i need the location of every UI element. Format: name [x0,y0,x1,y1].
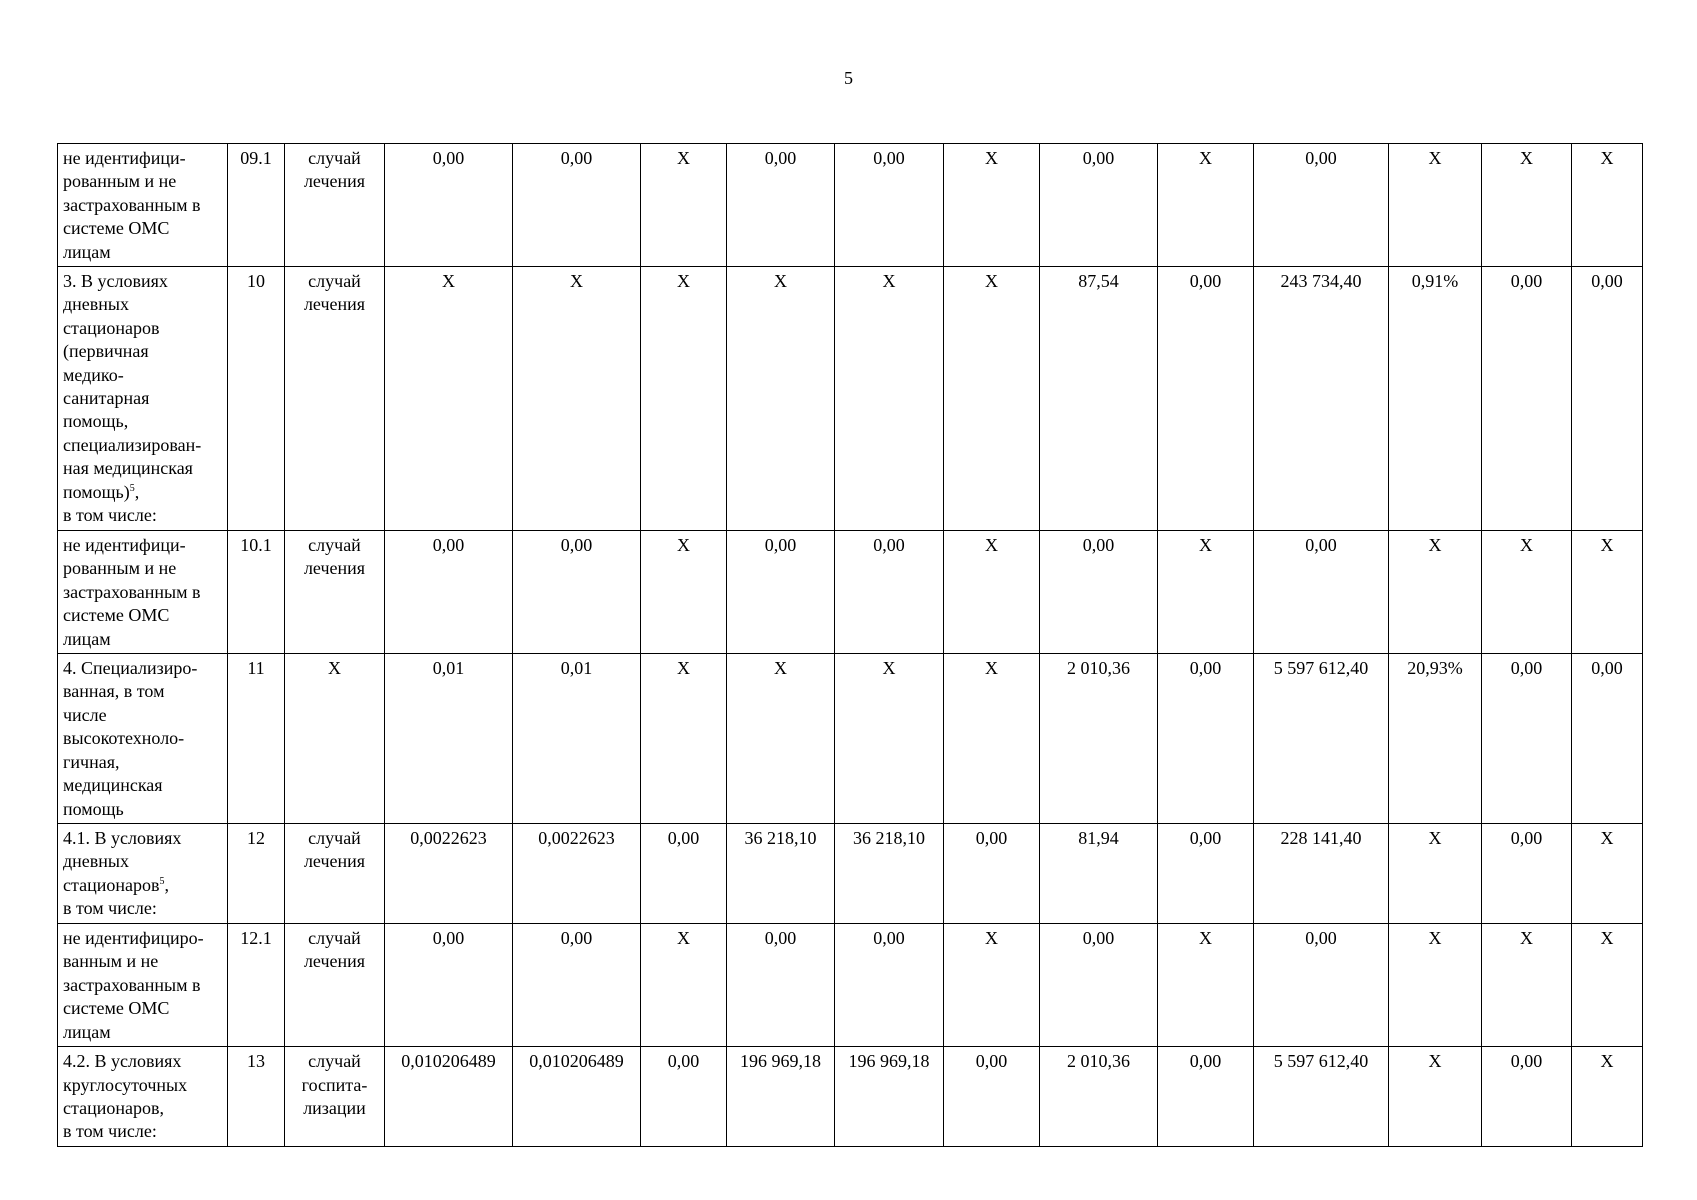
value-cell: 2 010,36 [1040,654,1158,824]
value-cell: 0,00 [1572,267,1643,531]
row-unit: случай госпита- лизации [285,1047,385,1147]
row-name: 4.1. В условиях дневных стационаров [63,828,182,895]
row-code: 13 [228,1047,285,1147]
row-name: 4.2. В условиях круглосуточных стационаров, в том числе: [63,1051,188,1142]
value-cell: 0,0022623 [513,824,641,924]
row-name-cell [58,824,228,924]
table-row [58,654,1643,824]
value-cell: X [1572,924,1643,1047]
row-name: 4. Специализиро- ванная, в том числе высокотехноло- гичная, медицинская помощь [63,658,198,819]
value-cell: X [513,267,641,531]
row-unit: случай лечения [285,144,385,267]
value-cell: 0,91% [1389,267,1482,531]
value-cell: X [1572,1047,1643,1147]
value-cell: X [1158,924,1254,1047]
value-cell: X [1482,924,1572,1047]
value-cell: X [641,144,727,267]
row-name: не идентифици- рованным и не застрахованным в системе ОМС лицам [63,535,201,649]
table-row [58,144,1643,267]
value-cell: 0,00 [641,1047,727,1147]
value-cell: 0,01 [513,654,641,824]
value-cell: 0,00 [1482,654,1572,824]
value-cell: 243 734,40 [1254,267,1389,531]
row-name: не идентифициро- ванным и не застрахованным в системе ОМС лицам [63,928,204,1042]
row-name: не идентифици- рованным и не застрахованным в системе ОМС лицам [63,148,201,262]
value-cell: 0,00 [641,824,727,924]
table-row [58,824,1643,924]
value-cell: 0,00 [727,531,835,654]
row-code: 12.1 [228,924,285,1047]
row-name: 3. В условиях дневных стационаров (первичная медико- санитарная помощь, специализирован- ная медицинская помощь) [63,271,202,502]
value-cell: 87,54 [1040,267,1158,531]
value-cell: X [641,924,727,1047]
row-name-cell [58,924,228,1047]
value-cell: 0,00 [1158,824,1254,924]
row-unit: случай лечения [285,531,385,654]
footnote-marker: 5 [129,482,135,494]
row-unit: X [285,654,385,824]
value-cell: 20,93% [1389,654,1482,824]
value-cell: X [727,654,835,824]
value-cell: 0,00 [1254,924,1389,1047]
value-cell: X [1389,531,1482,654]
table-row [58,267,1643,531]
value-cell: 196 969,18 [727,1047,835,1147]
value-cell: X [727,267,835,531]
value-cell: 0,010206489 [385,1047,513,1147]
row-name-cell [58,144,228,267]
value-cell: X [1572,531,1643,654]
value-cell: X [944,144,1040,267]
value-cell: X [1389,144,1482,267]
row-code: 12 [228,824,285,924]
row-name-suffix: , в том числе: [63,481,157,526]
value-cell: 36 218,10 [727,824,835,924]
row-name-cell [58,531,228,654]
value-cell: 228 141,40 [1254,824,1389,924]
page-number: 5 [844,68,853,88]
row-unit: случай лечения [285,924,385,1047]
value-cell: X [1482,144,1572,267]
value-cell: X [641,267,727,531]
value-cell: X [385,267,513,531]
value-cell: 0,00 [513,531,641,654]
value-cell: 0,00 [385,144,513,267]
value-cell: 0,00 [944,824,1040,924]
value-cell: 0,00 [1482,824,1572,924]
row-code: 10 [228,267,285,531]
value-cell: X [1158,531,1254,654]
row-unit: случай лечения [285,824,385,924]
value-cell: 0,00 [944,1047,1040,1147]
value-cell: 0,00 [1254,531,1389,654]
value-cell: 0,00 [1482,1047,1572,1147]
value-cell: X [1389,824,1482,924]
value-cell: 196 969,18 [835,1047,944,1147]
value-cell: X [1572,144,1643,267]
value-cell: X [1389,1047,1482,1147]
value-cell: 0,00 [727,924,835,1047]
value-cell: X [835,267,944,531]
value-cell: 0,00 [1040,531,1158,654]
value-cell: 0,010206489 [513,1047,641,1147]
value-cell: X [1482,531,1572,654]
value-cell: 0,00 [1158,654,1254,824]
row-name-cell [58,267,228,531]
value-cell: X [944,924,1040,1047]
value-cell: X [641,531,727,654]
data-table [57,143,1643,1147]
row-name-suffix: , в том числе: [63,874,169,919]
row-code: 09.1 [228,144,285,267]
value-cell: 0,0022623 [385,824,513,924]
value-cell: 81,94 [1040,824,1158,924]
value-cell: X [1389,924,1482,1047]
row-code: 10.1 [228,531,285,654]
table-row [58,531,1643,654]
row-name-cell [58,654,228,824]
value-cell: 2 010,36 [1040,1047,1158,1147]
value-cell: 0,00 [1040,924,1158,1047]
value-cell: X [835,654,944,824]
value-cell: X [944,267,1040,531]
value-cell: X [944,531,1040,654]
value-cell: 0,00 [727,144,835,267]
table-row [58,1047,1643,1147]
value-cell: 0,00 [1040,144,1158,267]
value-cell: 0,00 [835,924,944,1047]
value-cell: X [1158,144,1254,267]
value-cell: 0,00 [835,144,944,267]
value-cell: X [641,654,727,824]
value-cell: 0,00 [385,531,513,654]
value-cell: 0,00 [1572,654,1643,824]
value-cell: 0,00 [1158,267,1254,531]
row-code: 11 [228,654,285,824]
value-cell: 5 597 612,40 [1254,1047,1389,1147]
value-cell: 36 218,10 [835,824,944,924]
value-cell: 0,00 [513,924,641,1047]
value-cell: 0,00 [835,531,944,654]
value-cell: X [1572,824,1643,924]
table-row [58,924,1643,1047]
value-cell: 0,00 [1158,1047,1254,1147]
value-cell: X [944,654,1040,824]
value-cell: 0,00 [513,144,641,267]
row-unit: случай лечения [285,267,385,531]
value-cell: 5 597 612,40 [1254,654,1389,824]
footnote-marker: 5 [159,875,165,887]
value-cell: 0,00 [1482,267,1572,531]
value-cell: 0,01 [385,654,513,824]
row-name-cell [58,1047,228,1147]
value-cell: 0,00 [385,924,513,1047]
value-cell: 0,00 [1254,144,1389,267]
